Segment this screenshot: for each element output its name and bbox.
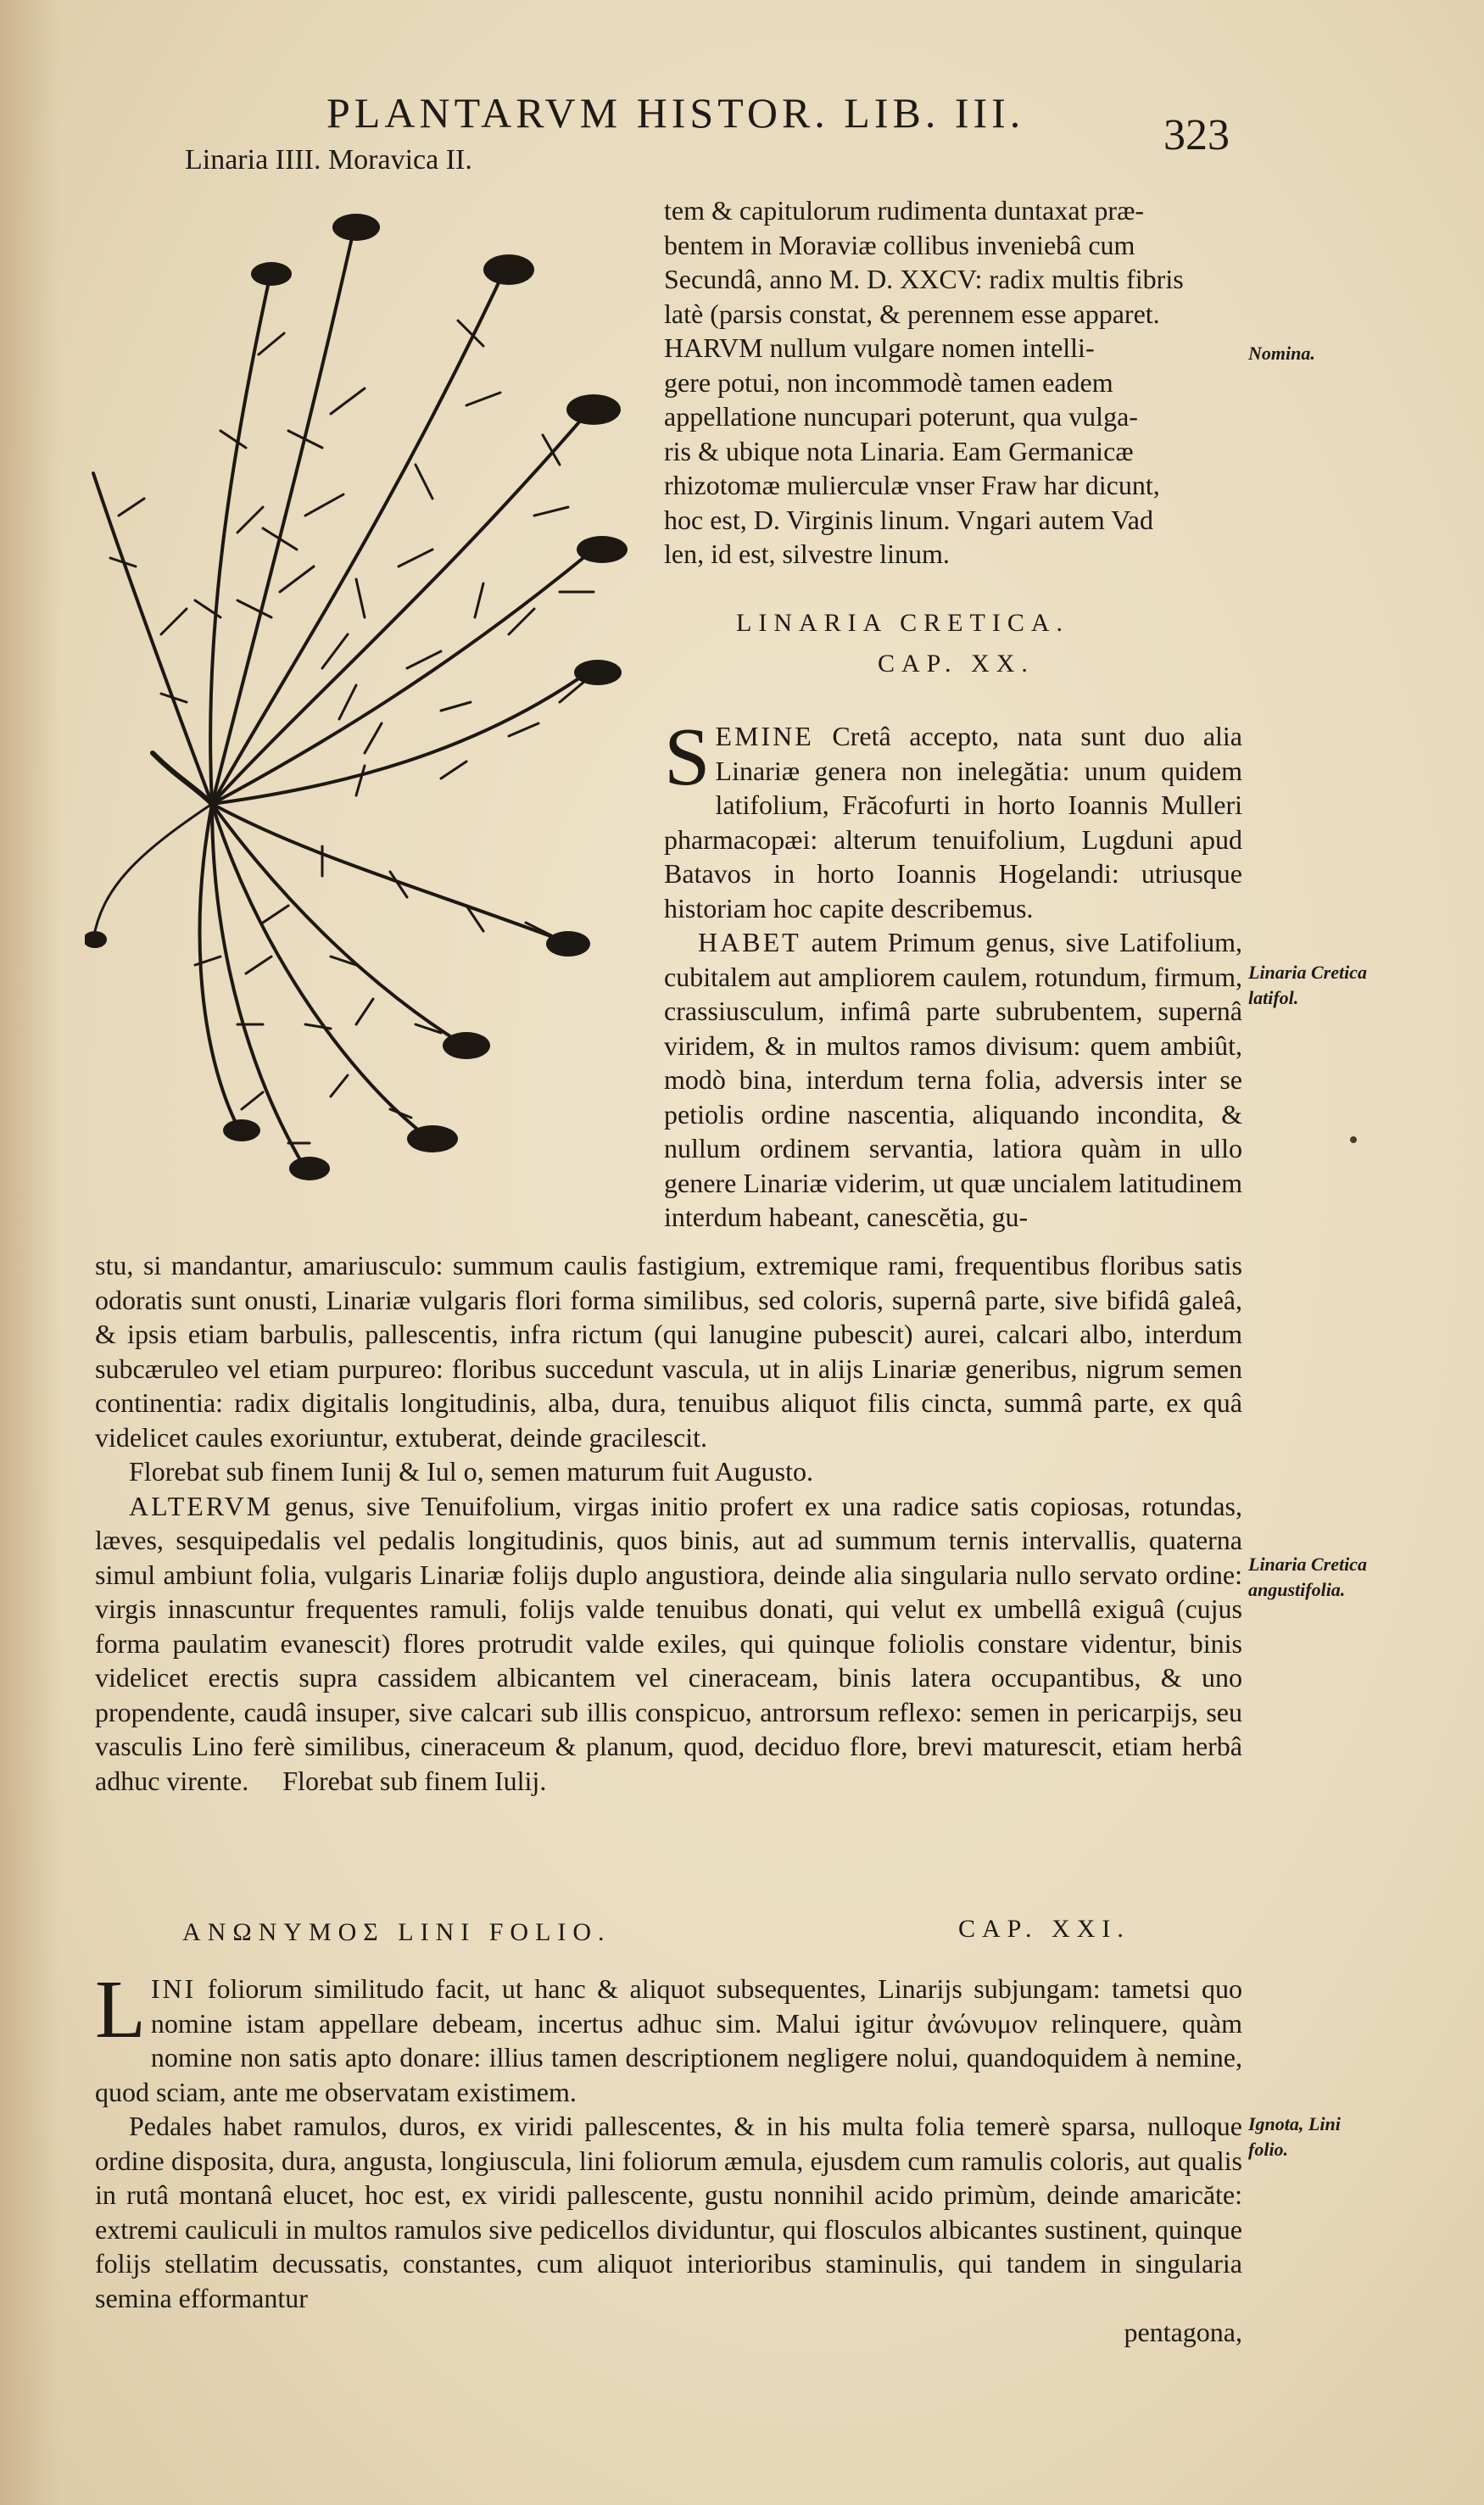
continuation-text xyxy=(664,193,1242,572)
text-line: tem & capitulorum rudimenta duntaxat præ- xyxy=(664,195,1145,226)
text-line: gere potui, non incommodè tamen eadem xyxy=(664,366,1113,398)
margin-note-angustifolia: Linaria Cretica angustifolia. xyxy=(1248,1554,1367,1600)
text-line: rhizotomæ mulierculæ vnser Fraw har dicunt, xyxy=(664,470,1160,500)
running-head: PLANTARVM HISTOR. LIB. III. xyxy=(326,89,1025,137)
chapter-number-xx: CAP. XX. xyxy=(878,650,1035,678)
chapter-title-anonymos: ΑΝΩΝΥΜΟΣ LINI FOLIO. xyxy=(182,1918,611,1946)
text-line: ris & ubique nota Linaria. Eam Germanicæ xyxy=(664,435,1134,466)
linaria-woodcut-illustration xyxy=(85,193,661,1194)
margin-note-latifol: Linaria Cretica latifol. xyxy=(1248,962,1367,1008)
text-line: appellatione nuncupari poterunt, qua vulga- xyxy=(664,401,1138,432)
text-line: bentem in Moraviæ collibus inveniebâ cum xyxy=(664,229,1135,260)
cap21-text: LINI foliorum similitudo facit, ut hanc & aliquot subsequentes, Linarijs subjungam: tametsi quo nomine istam appellare debeam, incertus adhuc sim. Malui igitur ἀνώνυμον relinquere, quàm nomine non satis apto donare: illius tamen descriptionem negligere nolui, quandoquidem à nemine, quod sciam, ante me observatam existimem. Pedales habet ramulos, duros, ex viridi pallescentes, & in his multa folia temerè sparsa, nulloque ordine disposita, dura, angusta, longiuscula, lini foliorum æmula, ejusdem cum ramulis coloris, aut qualis in rutâ montanâ elucet, hoc est, ex viridi pallescente, gustu nonnihil acido primùm, deinde amaricăte: extremi cauliculi in multos ramulos sive pedicellos dividuntur, qui flosculos albicantes sustinent, quinque folijs stellatim decussatis, constantes, cum aliquot interioribus staminulis, qui tandem in singularia semina efformantur pentagona, xyxy=(95,1964,1242,2347)
margin-note-nomina: Nomina. xyxy=(1248,343,1315,364)
binding-gutter-shadow xyxy=(0,0,59,2505)
text-line: len, id est, silvestre linum. xyxy=(664,538,950,569)
drop-cap-s: S xyxy=(664,711,711,803)
text-line: HARVM nullum vulgare nomen intelli- xyxy=(664,332,1095,363)
cap20-narrow-column: SEMINE Cretâ accepto, nata sunt duo alia Linariæ genera non inelegătia: unum quidem latifolium, Frăcofurti in horto Ioannis Mulleri pharmacopæi: alterum tenuifolium, Lugduni apud Batavos in horto Ioannis Hogelandi: utriusque historiam hoc capite describemus. HABET autem Primum genus, sive Latifolium, cubitalem aut ampliorem caulem, rotundum, firmum, crassiusculum, infimâ parte subrubentem, supernâ viridem, & in multos ramos divisum: quem ambiût, modò bina, interdum terna folia, adversis inter se petiolis ordine nascentia, aliquando incondita, & nullum ordinem servantia, latiora quàm in ullo genere Linariæ viderim, ut quæ uncialem latitudinem interdum habeant, canescĕtia, gu- xyxy=(664,711,1242,1232)
text-line: Secundâ, anno M. D. XXCV: radix multis fibris xyxy=(664,264,1184,294)
text-line: latè (parsis constat, & perennem esse apparet. xyxy=(664,298,1160,329)
chapter-number-xxi: CAP. XXI. xyxy=(958,1915,1130,1943)
cap20-full-width-text: stu, si mandantur, amariusculo: summum caulis fastigium, extremique rami, frequentibus floribus satis odoratis sunt onusti, Linariæ vulgaris flori forma similibus, sed coloris, supernâ parte, sive bifidâ galeâ, & ipsis etiam barbulis, pallescentis, infra rictum (qui lanugine pubescit) aurei, calcari albo, interdum subcæruleo vel etiam purpureo: floribus succedunt vascula, ut in alijs Linariæ generibus, nigrum semen continentia: radix digitalis longitudinis, alba, dura, tenuibus aliquot filis cincta, summâ parte, ex quâ videlicet caules exoriuntur, extuberat, deinde gracilescit. Florebat sub finem Iunij & Iul o, semen maturum fuit Augusto. ALTERVM genus, sive Tenuifolium, virgas initio profert ex una radice satis copiosas, rotundas, læves, sesquipedalis vel pedalis longitudinis, quos binis, aut ad summum ternis intervallis, quaterna simul ambiunt folia, vulgaris Linariæ folijs duplo angustiora, deinde alia singularia nullo servato ordine: virgis innascuntur frequentes ramuli, folijs valde tenuibus donati, qui velut ex umbellâ exiguâ (cujus forma paulatim evanescit) flores protrudit valde exiles, qui quinque foliolis constare videntur, binis videlicet erectis supra cassidem albicantem vel cineraceam, binis latera occupantibus, & uno propendente, caudâ insuper, sive calcari sub illis conspicuo, antrorsum reflexo: semen in pericarpijs, seu vasculis Lino ferè similibus, cineraceum & planum, quod, deciduo flore, brevi maturescit, etiam herbâ adhuc virente. Florebat sub finem Iulij. xyxy=(95,1250,1242,1796)
drop-cap-l: L xyxy=(95,1964,146,2056)
chapter-title-linaria-cretica: LINARIA CRETICA. xyxy=(736,609,1069,637)
margin-note-ignota: Ignota, Lini folio. xyxy=(1248,2113,1341,2160)
text-line: hoc est, D. Virginis linum. Vngari autem Vad xyxy=(664,504,1153,535)
page-number: 323 xyxy=(1163,111,1230,159)
figure-caption: Linaria IIII. Moravica II. xyxy=(185,144,472,176)
margin-dot xyxy=(1350,1136,1357,1143)
